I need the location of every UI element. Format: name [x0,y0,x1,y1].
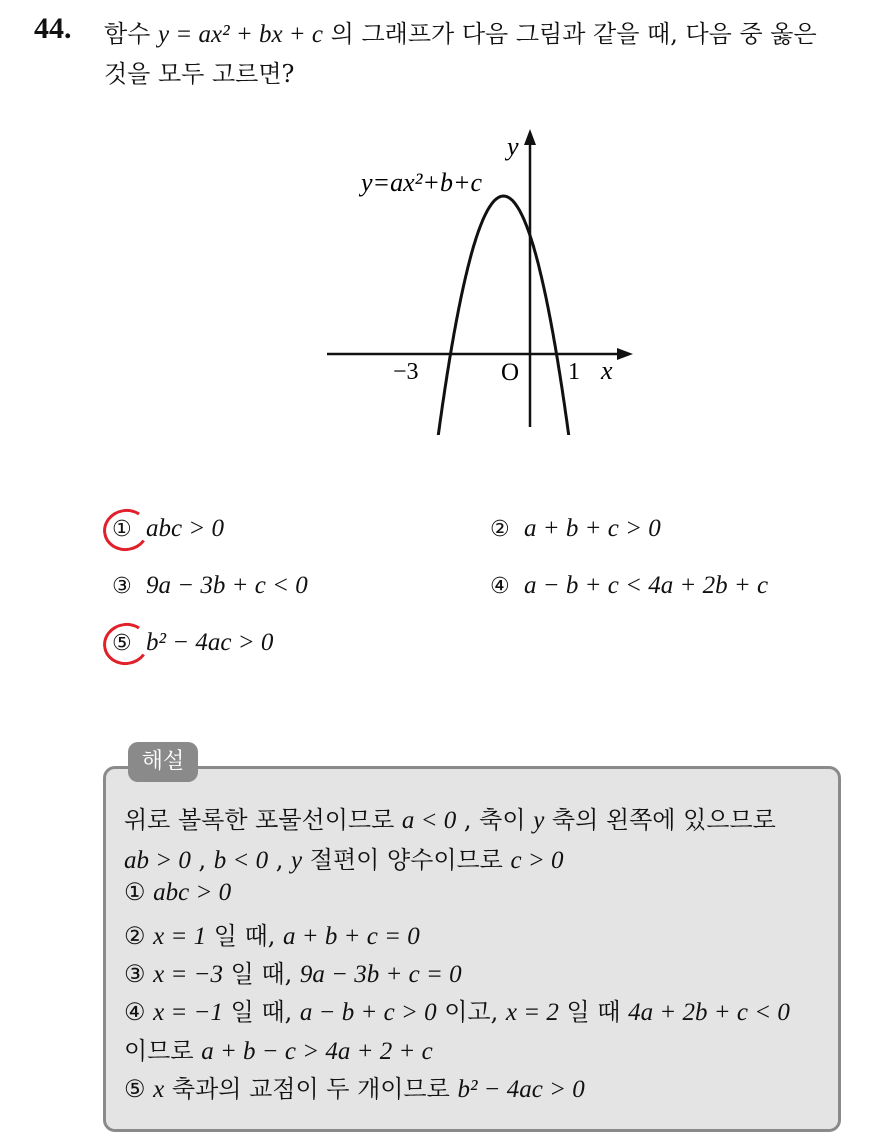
solution-text: 일 때, [206,922,284,950]
choice-expression: 9a − 3b + c < 0 [146,572,308,599]
solution-line-3 [124,878,231,907]
choice-number: ① [112,517,132,542]
tick-label-neg3: −3 [393,359,419,385]
solution-text: , [190,846,214,874]
solution-text: 축의 왼쪽에 있으므로 [544,806,776,834]
solution-number: ③ [124,960,146,988]
parabola-curve [435,196,573,435]
solution-text: , [268,846,292,874]
solution-math: b < 0 [213,847,269,874]
solution-math: y [533,807,545,834]
solution-math: a < 0 [401,807,457,834]
choice-expression: a − b + c < 4a + 2b + c [524,572,769,599]
solution-number: ① [124,878,146,906]
solution-line-2 [124,840,563,875]
parabola-graph [325,125,645,435]
x-axis-arrow [617,348,633,360]
solution-math: abc > 0 [153,879,232,906]
choice-expression: abc > 0 [146,515,224,542]
origin-label: O [501,359,520,386]
solution-number: ⑤ [124,1075,146,1103]
solution-math: y [291,847,303,874]
y-axis-arrow [524,129,536,145]
solution-text: 위로 볼록한 포물선이므로 [124,806,402,834]
choice-number: ② [490,517,510,542]
solution-text: 일 때, [223,960,300,988]
solution-line-7 [124,1031,433,1066]
solution-math: x = 2 [505,999,559,1026]
solution-math: b² − 4ac > 0 [457,1076,585,1103]
question-equation: y = ax² + bx + c [158,21,324,48]
solution-math: x = −3 [153,961,223,988]
solution-math: x = 1 [153,923,207,950]
explanation-tag: 해설 [128,742,198,782]
choice-2[interactable] [490,515,661,543]
solution-text: 일 때 [558,998,629,1026]
choice-expression: a + b + c > 0 [524,515,661,542]
solution-text: 이고, [436,998,506,1026]
question-text-b: 의 그래프가 다음 그림과 같을 때, 다음 중 옳은 [330,20,817,48]
choice-number: ③ [112,574,132,599]
solution-math: a + b − c > 4a + 2 + c [201,1038,433,1065]
solution-math: a − b + c > 0 [299,999,437,1026]
question-text-a: 함수 [104,20,151,48]
solution-number: ② [124,922,146,950]
tick-label-1: 1 [568,359,580,385]
solution-text: , 축이 [456,806,534,834]
choice-number: ④ [490,574,510,599]
solution-math: a + b + c = 0 [283,923,420,950]
solution-text: 이므로 [124,1037,202,1065]
solution-math: x [153,1076,165,1103]
y-axis-label: y [507,132,519,161]
solution-math: 9a − 3b + c = 0 [299,961,462,988]
solution-line-6 [124,992,790,1027]
solution-text: 축과의 교점이 두 개이므로 [164,1075,458,1103]
choice-3[interactable] [112,572,308,600]
solution-math: ab > 0 [124,847,191,874]
choice-5[interactable] [112,629,273,657]
question-line-2: 것을 모두 고르면? [104,60,295,88]
solution-text: 일 때, [223,998,300,1026]
curve-label: y=ax²+b+c [361,168,483,197]
choice-number: ⑤ [112,631,132,656]
choice-expression: b² − 4ac > 0 [146,629,274,656]
solution-line-8 [124,1069,585,1104]
solution-text: 절편이 양수이므로 [302,846,511,874]
solution-line-4 [124,916,420,951]
solution-line-1 [124,800,776,835]
solution-math: 4a + 2b + c < 0 [628,999,790,1026]
question-line-1 [104,14,817,49]
solution-math: c > 0 [510,847,564,874]
question-number: 44. [34,12,72,45]
x-axis-label: x [601,356,613,385]
choice-1[interactable] [112,515,224,543]
solution-number: ④ [124,998,146,1026]
solution-math: x = −1 [153,999,223,1026]
solution-line-5 [124,954,462,989]
choice-4[interactable] [490,572,768,600]
